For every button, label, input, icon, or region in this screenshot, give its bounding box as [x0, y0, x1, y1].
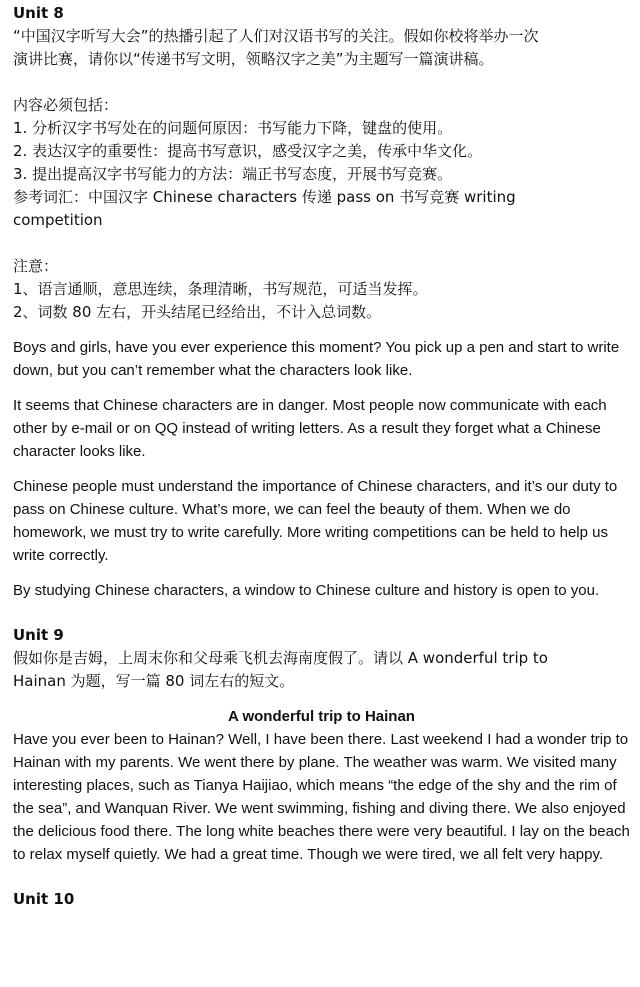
- spacer: [13, 232, 630, 255]
- spacer: [13, 567, 630, 579]
- unit-9-title: Unit 9: [13, 626, 64, 644]
- unit-9-essay: Have you ever been to Hainan? Well, I have been there. Last weekend I had a wonder trip to Hainan with my parents. We went there by plane. The weather was warm. We visited many interesting places, such as Tianya Haijiao, which means “the edge of the shy and the rim of the sea”, and Wanquan River. We went swimming, fishing and diving there. We also enjoyed the delicious food there. The long white beaches there were very beautiful. I lay on the beach to relax myself quietly. We had a great time. Though we were tired, we all felt very happy.: [13, 731, 630, 863]
- vocab-line-1: 参考词汇：中国汉字 Chinese characters 传递 pass on 书写竞赛 writing: [13, 188, 516, 206]
- essay-paragraph-1: Boys and girls, have you ever experience this moment? You pick up a pen and start to write down, but you can’t remember what the characters look like.: [13, 339, 620, 379]
- unit-8-prompt-line-2: 演讲比赛，请你以“传递书写文明，领略汉字之美”为主题写一篇演讲稿。: [13, 50, 494, 68]
- content-item-1: 1. 分析汉字书写处在的问题何原因：书写能力下降，键盘的使用。: [13, 119, 453, 137]
- essay-paragraph-3: Chinese people must understand the importance of Chinese characters, and it’s our duty to pass on Chinese culture. What’s more, we can feel the beauty of them. When we do homework, we must try to write carefully. More writing competitions can be held to help us write correctly.: [13, 478, 618, 564]
- essay-paragraph-2: It seems that Chinese characters are in danger. Most people now communicate with each other by e-mail or on QQ instead of writing letters. As a result they forget what a Chinese character looks like.: [13, 397, 607, 460]
- unit-10-title: Unit 10: [13, 890, 75, 908]
- spacer: [13, 866, 630, 888]
- note-2: 2、词数 80 左右，开头结尾已经给出，不计入总词数。: [13, 303, 382, 321]
- spacer: [13, 324, 630, 336]
- unit-8-title: Unit 8: [13, 4, 64, 22]
- vocab-line-2: competition: [13, 211, 103, 229]
- unit-8-prompt-line-1: “中国汉字听写大会”的热播引起了人们对汉语书写的关注。假如你校将举办一次: [13, 27, 539, 45]
- content-heading: 内容必须包括：: [13, 96, 119, 114]
- spacer: [13, 382, 630, 394]
- spacer: [13, 463, 630, 475]
- spacer: [13, 693, 630, 705]
- unit-9-prompt-line-2: Hainan 为题，写一篇 80 词左右的短文。: [13, 672, 295, 690]
- note-1: 1、语言通顺，意思连续，条理清晰，书写规范，可适当发挥。: [13, 280, 428, 298]
- notes-heading: 注意：: [13, 257, 59, 275]
- spacer: [13, 71, 630, 94]
- essay-paragraph-4: By studying Chinese characters, a window to Chinese culture and history is open to you.: [13, 582, 600, 599]
- essay-title: A wonderful trip to Hainan: [228, 708, 415, 725]
- content-item-3: 3. 提出提高汉字书写能力的方法：端正书写态度，开展书写竞赛。: [13, 165, 453, 183]
- unit-9-prompt-line-1: 假如你是吉姆，上周末你和父母乘飞机去海南度假了。请以 A wonderful trip to: [13, 649, 548, 667]
- content-item-2: 2. 表达汉字的重要性：提高书写意识，感受汉字之美，传承中华文化。: [13, 142, 483, 160]
- spacer: [13, 602, 630, 624]
